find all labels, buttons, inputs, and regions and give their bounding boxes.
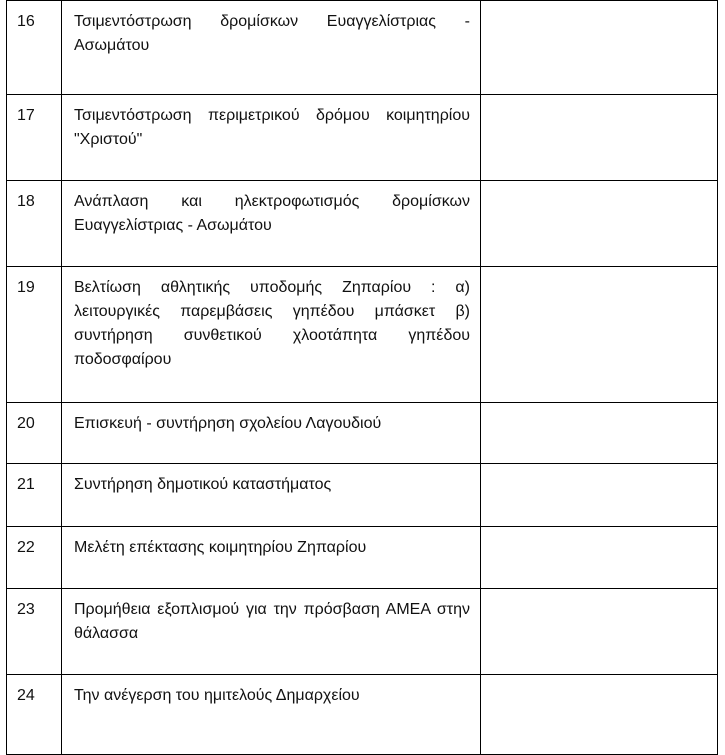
row-number: 16	[7, 1, 62, 95]
row-description: Την ανέγερση του ημιτελούς Δημαρχείου	[62, 675, 481, 755]
row-extra	[481, 675, 718, 755]
row-description: Επισκευή - συντήρηση σχολείου Λαγουδιού	[62, 403, 481, 464]
row-extra	[481, 464, 718, 527]
row-description: Ανάπλαση και ηλεκτροφωτισμός δρομίσκων Ευαγγελίστριας - Ασωμάτου	[62, 181, 481, 267]
row-number: 20	[7, 403, 62, 464]
row-extra	[481, 267, 718, 403]
table-row	[7, 403, 718, 464]
row-description: Προμήθεια εξοπλισμού για την πρόσβαση ΑΜΕΑ στην θάλασσα	[62, 589, 481, 675]
row-description: Τσιμεντόστρωση περιμετρικού δρόμου κοιμητηρίου "Χριστού"	[62, 95, 481, 181]
row-description: Βελτίωση αθλητικής υποδομής Ζηπαρίου : α) λειτουργικές παρεμβάσεις γηπέδου μπάσκετ β) συντήρηση συνθετικού χλοοτάπητα γηπέδου ποδοσφαίρου	[62, 267, 481, 403]
projects-table	[6, 0, 718, 755]
row-extra	[481, 527, 718, 589]
row-extra	[481, 589, 718, 675]
row-number: 22	[7, 527, 62, 589]
row-description: Μελέτη επέκτασης κοιμητηρίου Ζηπαρίου	[62, 527, 481, 589]
row-description: Τσιμεντόστρωση δρομίσκων Ευαγγελίστριας - Ασωμάτου	[62, 1, 481, 95]
row-number: 21	[7, 464, 62, 527]
row-number: 24	[7, 675, 62, 755]
row-number: 19	[7, 267, 62, 403]
table-row	[7, 267, 718, 403]
table-row	[7, 181, 718, 267]
table-row	[7, 589, 718, 675]
row-description: Συντήρηση δημοτικού καταστήματος	[62, 464, 481, 527]
table-row	[7, 1, 718, 95]
row-extra	[481, 95, 718, 181]
table-row	[7, 464, 718, 527]
row-extra	[481, 1, 718, 95]
row-number: 23	[7, 589, 62, 675]
table-row	[7, 675, 718, 755]
table-row	[7, 527, 718, 589]
row-extra	[481, 181, 718, 267]
row-number: 18	[7, 181, 62, 267]
row-number: 17	[7, 95, 62, 181]
table-row	[7, 95, 718, 181]
row-extra	[481, 403, 718, 464]
